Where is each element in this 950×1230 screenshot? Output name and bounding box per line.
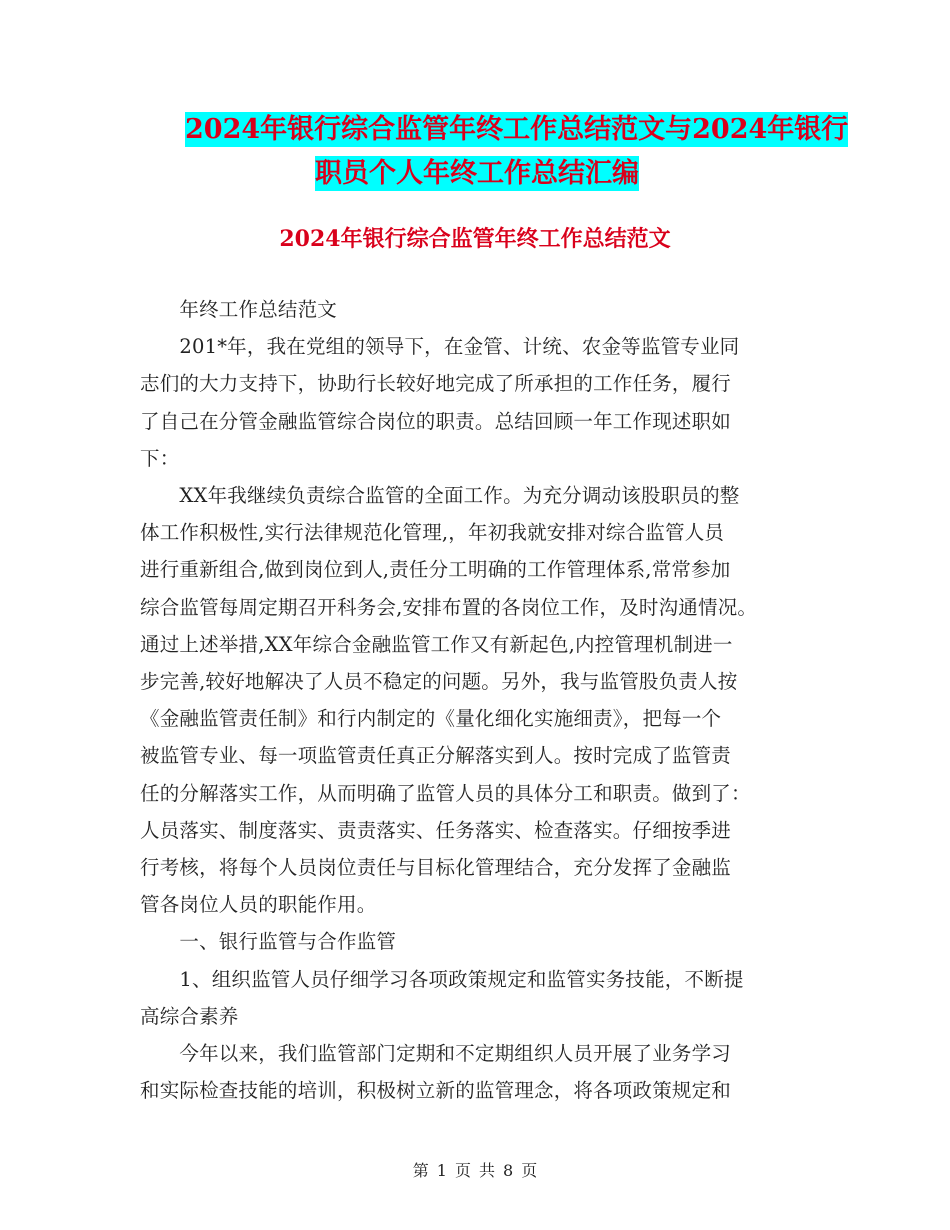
section-title: 2024年银行综合监管年终工作总结范文 [279, 226, 671, 252]
body-line: 下： [140, 446, 180, 470]
body-line: 了自己在分管金融监管综合岗位的职责。总结回顾一年工作现述职如 [140, 409, 732, 433]
body-line: 步完善,较好地解决了人员不稳定的问题。另外，我与监管股负责人按 [140, 670, 738, 693]
body-line: 1、组织监管人员仔细学习各项政策规定和监管实务技能，不断提 [140, 967, 744, 991]
body-line: 《金融监管责任制》和行内制定的《量化细化实施细责》，把每一个 [140, 707, 722, 731]
body-line: 今年以来，我们监管部门定期和不定期组织人员开展了业务学习 [140, 1042, 732, 1065]
body-line: 进行重新组合,做到岗位到人,责任分工明确的工作管理体系,常常参加 [140, 558, 731, 582]
current-page: 1 [436, 1161, 447, 1180]
body-line: 和实际检查技能的培训，积极树立新的监管理念，将各项政策规定和 [140, 1079, 732, 1103]
page-footer: 第 1 页 共 8 页 [412, 1161, 538, 1180]
document-title-line-1: 2024年银行综合监管年终工作总结范文与2024年银行 [185, 114, 849, 145]
body-line: 综合监管每周定期召开科务会,安排布置的各岗位工作，及时沟通情况。 [140, 595, 758, 619]
body-line: 行考核，将每个人员岗位责任与目标化管理结合，充分发挥了金融监 [140, 856, 732, 879]
body-line: 体工作积极性,实行法律规范化管理,，年初我就安排对综合监管人员 [140, 521, 725, 545]
body-line: 201*年，我在党组的领导下，在金管、计统、农金等监管专业同 [140, 335, 740, 359]
document-title-line-2: 职员个人年终工作总结汇编 [315, 158, 639, 189]
body-line: 年终工作总结范文 [140, 298, 338, 321]
body-line: 通过上述举措,XX年综合金融监管工作又有新起色,内控管理机制进一 [140, 632, 733, 656]
body-line: 管各岗位人员的职能作用。 [140, 893, 377, 917]
body-line: 高综合素养 [140, 1004, 239, 1028]
body-line: 一、银行监管与合作监管 [140, 930, 397, 954]
body-line: 任的分解落实工作，从而明确了监管人员的具体分工和职责。做到了： [140, 781, 751, 805]
body-line: 人员落实、制度落实、责责落实、任务落实、检查落实。仔细按季进 [140, 818, 732, 842]
body-line: XX年我继续负责综合监管的全面工作。为充分调动该股职员的整 [140, 484, 740, 507]
body-line: 志们的大力支持下，协助行长较好地完成了所承担的工作任务，履行 [140, 372, 732, 396]
body-line: 被监管专业、每一项监管责任真正分解落实到人。按时完成了监管责 [140, 744, 732, 768]
total-pages: 8 [503, 1161, 514, 1180]
